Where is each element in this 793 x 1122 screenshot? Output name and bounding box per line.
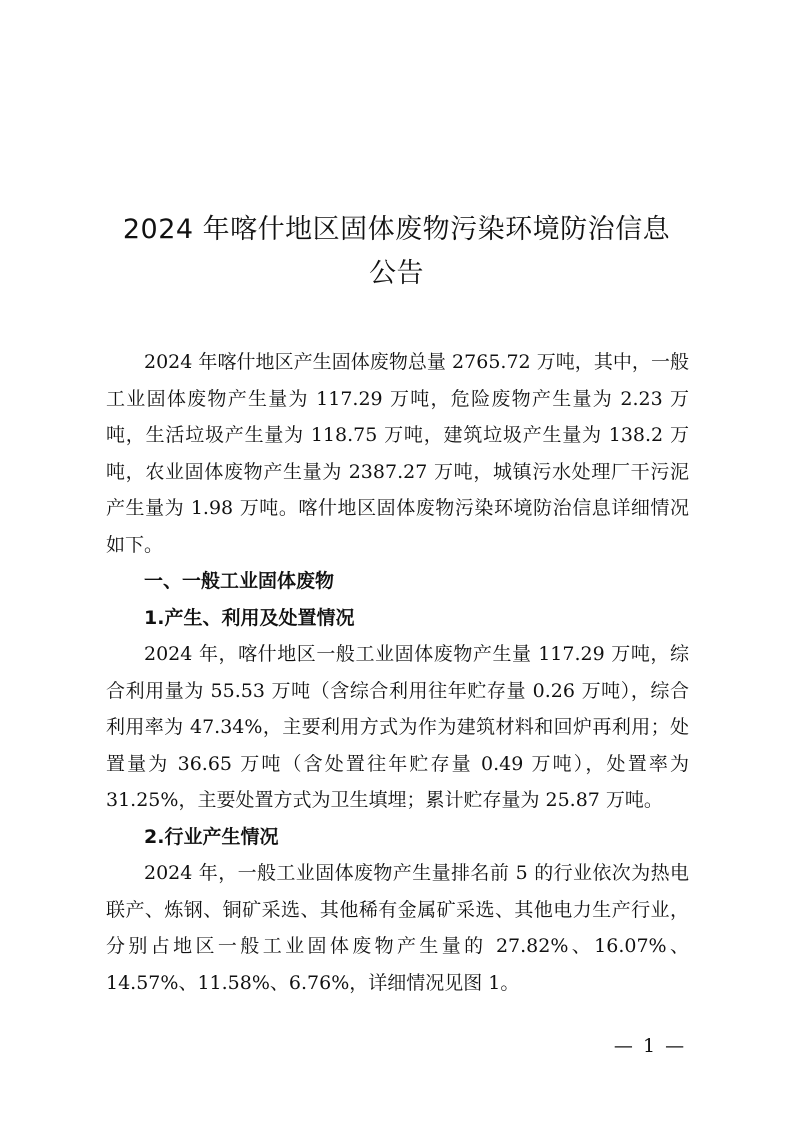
document-title-line2: 公告	[369, 258, 424, 289]
section-heading-industrial-waste: 一、一般工业固体废物	[144, 570, 335, 592]
document-title-line1: 2024 年喀什地区固体废物污染环境防治信息	[122, 214, 671, 245]
page-number: — 1 —	[613, 1035, 687, 1057]
subsection-heading-generation-utilization: 1.产生、利用及处置情况	[144, 606, 355, 629]
generation-utilization-paragraph: 2024 年，喀什地区一般工业固体废物产生量 117.29 万吨，综合利用量为 55.53 万吨（含综合利用往年贮存量 0.26 万吨），综合利用率为 47.34%，主要利用方式为作为建筑材料和回炉再利用；处置量为 36.65 万吨（含处置往年贮存量 0.49 万吨），处置率为 31.25%，主要处置方式为卫生填埋；累计贮存量为 25.87 万吨。	[106, 643, 689, 811]
intro-paragraph: 2024 年喀什地区产生固体废物总量 2765.72 万吨，其中，一般工业固体废物产生量为 117.29 万吨，危险废物产生量为 2.23 万吨，生活垃圾产生量为 118.75 万吨，建筑垃圾产生量为 138.2 万吨，农业固体废物产生量为 2387.27 万吨，城镇污水处理厂干污泥产生量为 1.98 万吨。喀什地区固体废物污染环境防治信息详细情况如下。	[106, 351, 689, 556]
document-body	[106, 344, 689, 1001]
industry-generation-paragraph: 2024 年，一般工业固体废物产生量排名前 5 的行业依次为热电联产、炼钢、铜矿采选、其他稀有金属矿采选、其他电力生产行业，分别占地区一般工业固体废物产生量的 27.82%、16.07%、14.57%、11.58%、6.76%，详细情况见图 1。	[106, 862, 689, 994]
subsection-heading-industry-generation: 2.行业产生情况	[144, 825, 279, 848]
